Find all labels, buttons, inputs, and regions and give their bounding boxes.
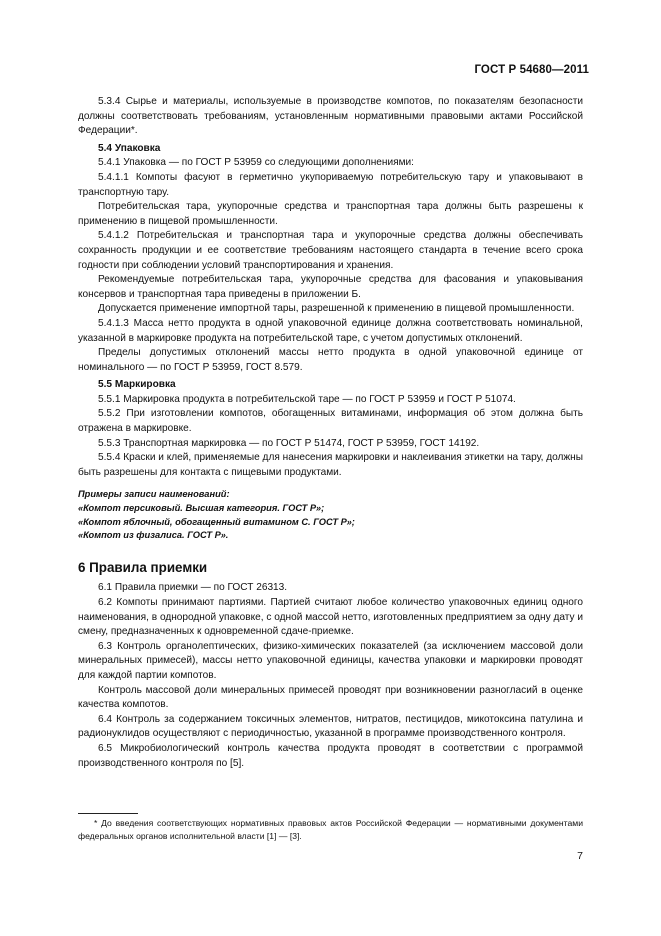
paragraph-5-5-4: 5.5.4 Краски и клей, применяемые для нанесения маркировки и наклеивания этикетки на тару, должны быть разрешены для контакта с пищевыми продуктами. [78, 452, 583, 478]
heading-5-5: 5.5 Маркировка [98, 379, 176, 391]
paragraph-5-4-1: 5.4.1 Упаковка — по ГОСТ Р 53959 со следующими дополнениями: [98, 157, 414, 169]
section-6-title: 6 Правила приемки [78, 559, 208, 575]
paragraph-5-4-1-3: 5.4.1.3 Масса нетто продукта в одной упаковочной единице должна соответствовать номинальной, указанной в маркировке продукта на потребительской таре, с учетом допустимых отклонений. [78, 317, 583, 344]
page-number: 7 [577, 850, 583, 862]
paragraph-6-5: 6.5 Микробиологический контроль качества продукта проводят в соответствии с программой производственного контроля по [5]. [78, 742, 583, 769]
paragraph-5-5-2: 5.5.2 При изготовлении компотов, обогащенных витаминами, информация об этом должна быть отражена в маркировке. [78, 408, 583, 435]
paragraph-6-2: 6.2 Компоты принимают партиями. Партией считают любое количество упаковочных единиц одного наименования, в однородной упаковке, с одной массой нетто, изготовленных предприятием за одну дату и смену, предназначенных к одновременной сдаче-приемке. [78, 597, 583, 638]
standard-header: ГОСТ Р 54680—2011 [474, 64, 589, 76]
paragraph-6-3-b: Контроль массовой доли минеральных примесей проводят при возникновении разногласий в оценке качества компотов. [78, 684, 583, 711]
paragraph-5-4-1-2-c: Допускается применение импортной тары, разрешенной к применению в пищевой промышленности. [98, 303, 575, 315]
paragraph-5-3-4: 5.3.4 Сырье и материалы, используемые в производстве компотов, по показателям безопасности должны соответствовать требованиям, установленным нормативными правовыми актами Российской Федерации*. [78, 96, 583, 137]
paragraph-6-1: 6.1 Правила приемки — по ГОСТ 26313. [98, 582, 288, 594]
example-item: «Компот персиковый. Высшая категория. ГОСТ Р»; [78, 503, 325, 514]
examples-block [78, 488, 583, 542]
example-item: «Компот яблочный, обогащенный витамином С. ГОСТ Р»; [78, 516, 355, 527]
heading-5-4: 5.4 Упаковка [98, 142, 161, 154]
paragraph-6-4: 6.4 Контроль за содержанием токсичных элементов, нитратов, пестицидов, микотоксина патулина и радионуклидов осуществляют с периодичностью, указанной в программе производственного контроля. [78, 713, 583, 740]
paragraph-5-4-1-3-b: Пределы допустимых отклонений массы нетто продукта в одной упаковочной единице от номинального — по ГОСТ Р 53959, ГОСТ 8.579. [78, 347, 583, 373]
paragraph-5-5-1: 5.5.1 Маркировка продукта в потребительской таре — по ГОСТ Р 53959 и ГОСТ Р 51074. [98, 393, 516, 405]
paragraph-5-4-1-2-b: Рекомендуемые потребительская тара, укупорочные средства для фасования и упаковывания консервов и транспортная тара приведены в приложении Б. [78, 274, 583, 300]
footnote-separator [78, 813, 138, 814]
paragraph-5-4-1-2: 5.4.1.2 Потребительская и транспортная тара и укупорочные средства должны обеспечивать сохранность продукции и ее соответствие требованиям настоящего стандарта в течение всего срока годности при соблюдении условий транспортирования и хранения. [78, 230, 583, 271]
example-item: «Компот из физалиса. ГОСТ Р». [78, 530, 229, 541]
paragraph-6-3: 6.3 Контроль органолептических, физико-химических показателей (за исключением массовой доли минеральных примесей), массы нетто упаковочной единицы, качества упаковки и маркировки проводят для каждой партии компотов. [78, 640, 583, 681]
page-body [78, 95, 583, 771]
paragraph-5-4-1-1: 5.4.1.1 Компоты фасуют в герметично укупориваемую потребительскую тару и упаковывают в транспортную тару. [78, 171, 583, 198]
footnote: * До введения соответствующих нормативных правовых актов Российской Федерации — нормативными документами федеральных органов исполнительной власти [1] — [3]. [78, 818, 583, 841]
paragraph-5-4-1-1-b: Потребительская тара, укупорочные средства и транспортная тара должны быть разрешены к применению в пищевой промышленности. [78, 201, 583, 227]
paragraph-5-5-3: 5.5.3 Транспортная маркировка — по ГОСТ Р 51474, ГОСТ Р 53959, ГОСТ 14192. [98, 437, 480, 449]
examples-title: Примеры записи наименований: [78, 489, 230, 500]
